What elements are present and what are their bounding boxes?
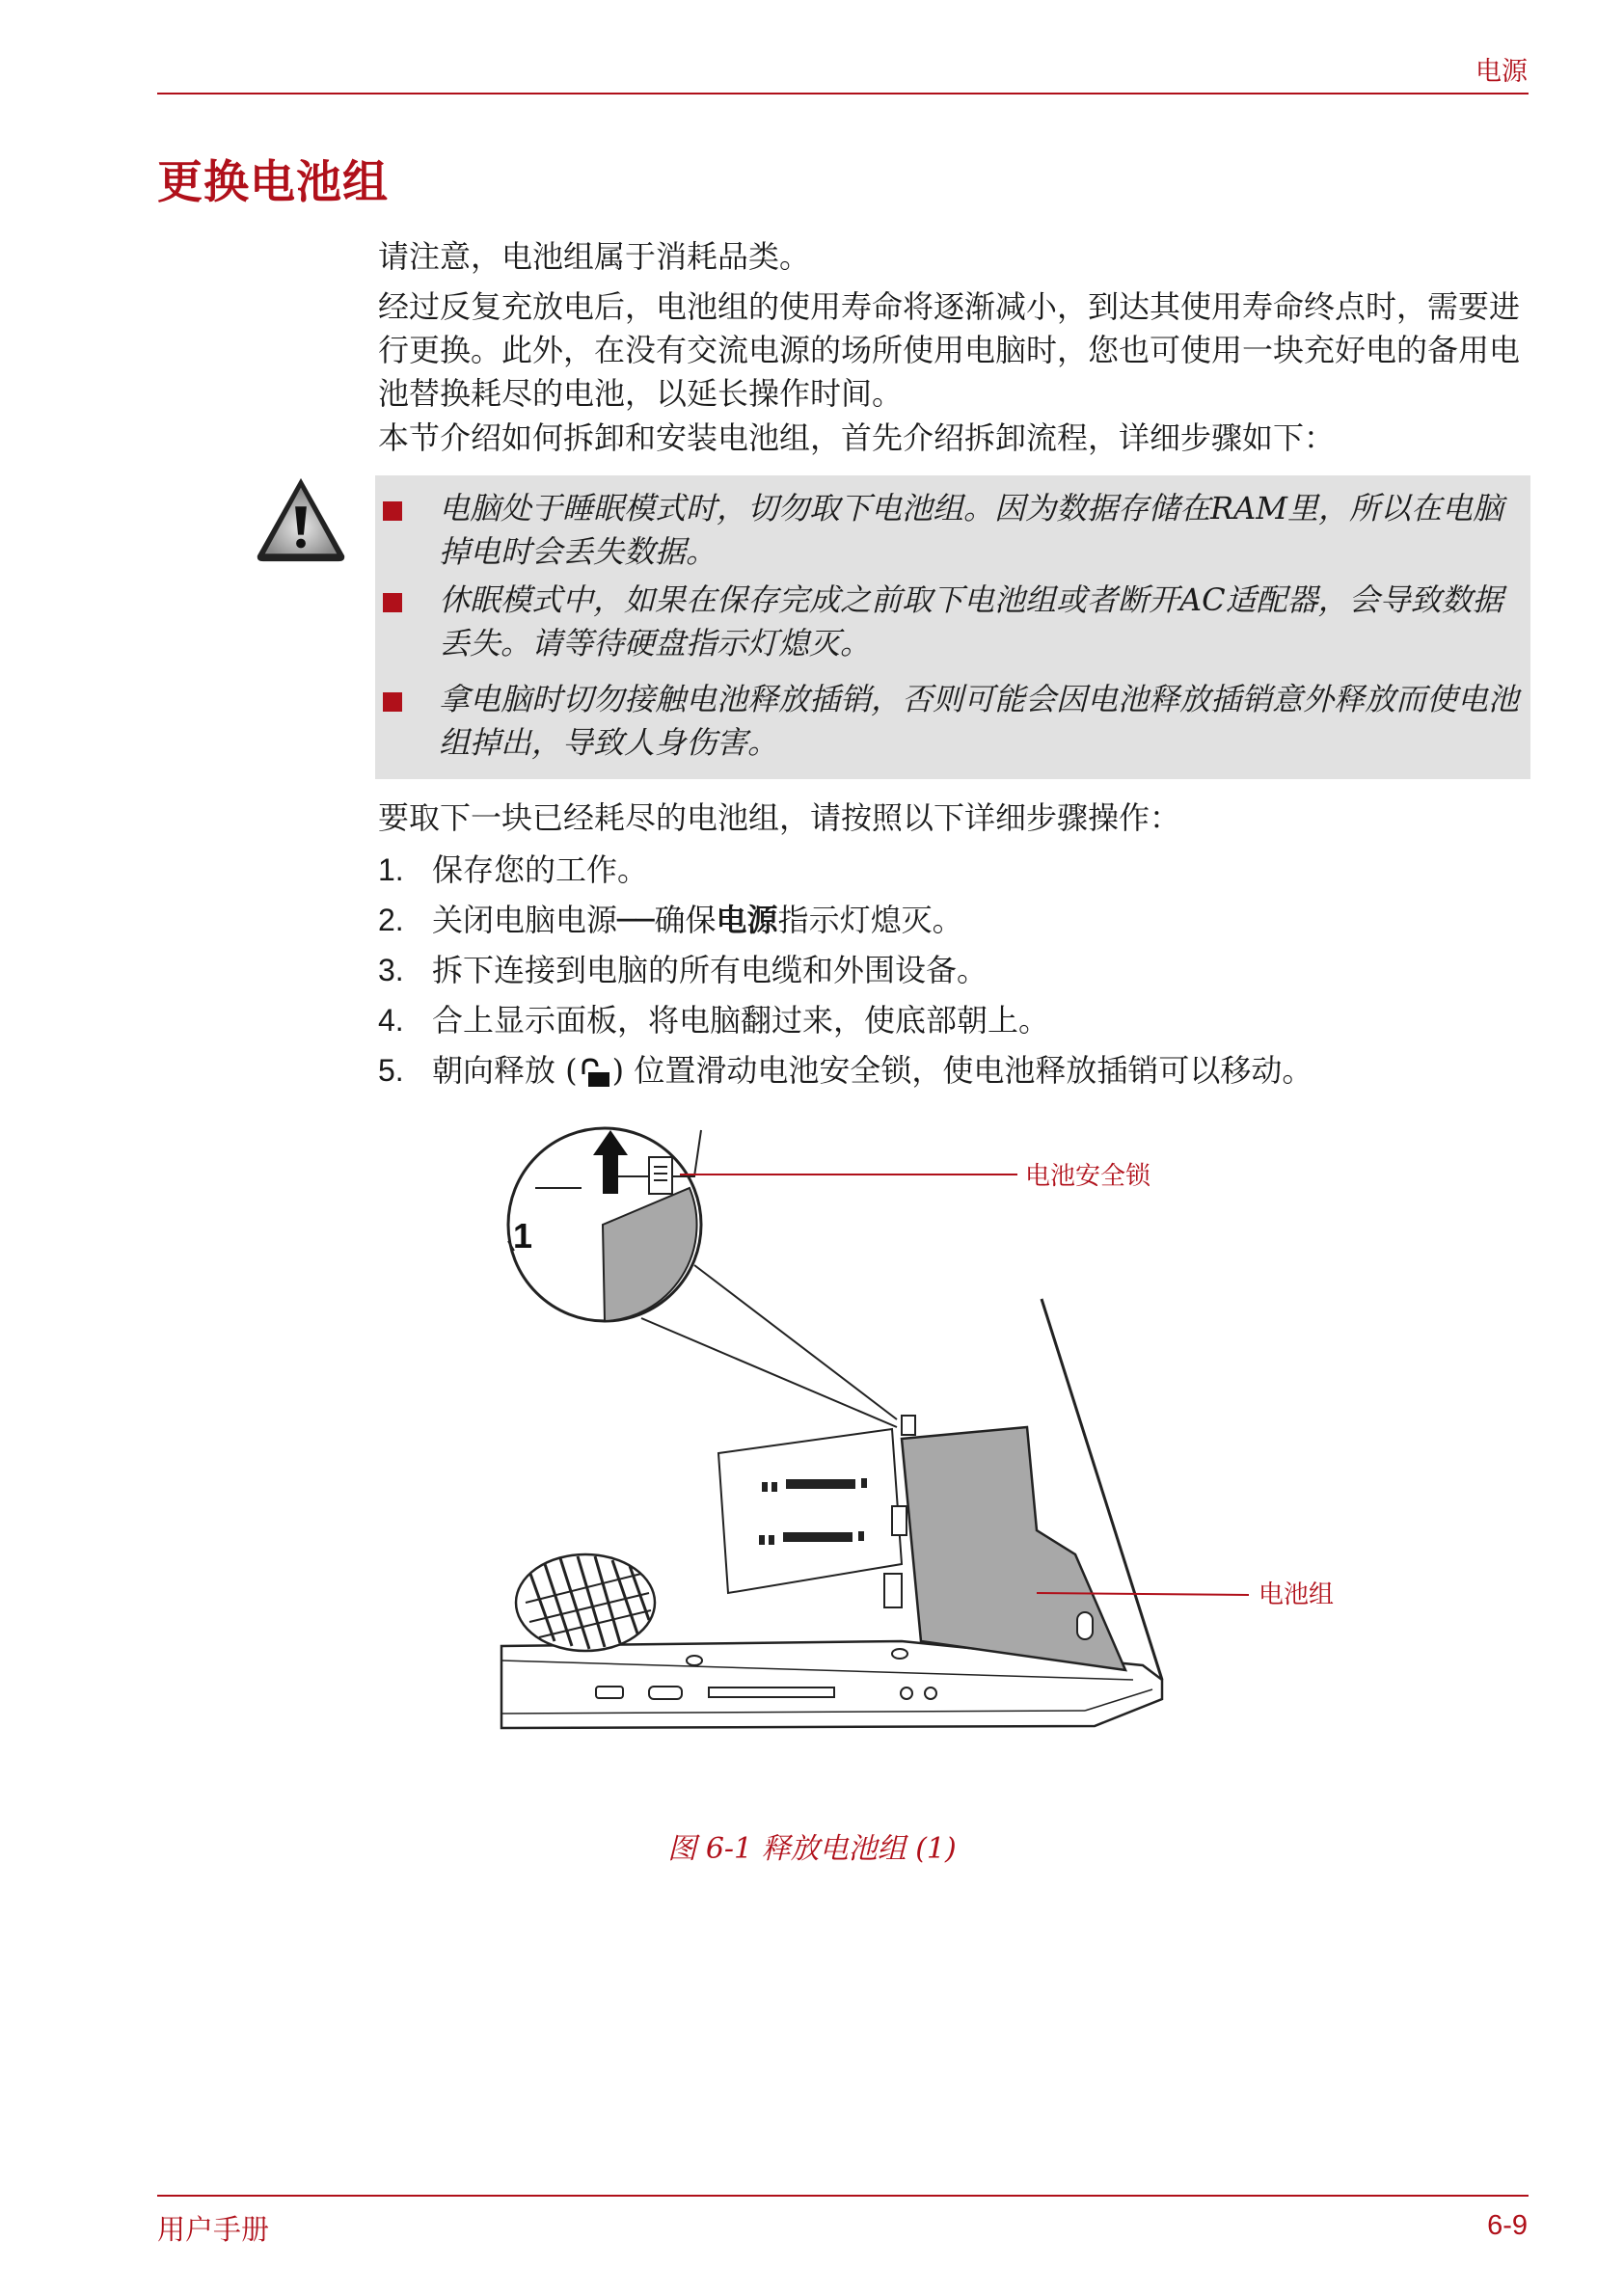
label-battery-pack: 电池组 — [1259, 1580, 1335, 1609]
step-text-pre: 朝向释放 ( — [432, 1052, 578, 1089]
step-text-pre: 关闭电脑电源──确保 — [432, 902, 717, 938]
step-item — [378, 899, 1530, 942]
warning-text: 拿电脑时切勿接触电池释放插销，否则可能会因电池释放插销意外释放而使电池组掉出，导致人身伤害。 — [439, 681, 1520, 761]
step-text-post: ) 位置滑动电池安全锁，使电池释放插销可以移动。 — [611, 1052, 1313, 1089]
callout-number: 1 — [513, 1216, 533, 1256]
step-number: 1. — [378, 852, 404, 887]
step-text-bold: 电源 — [716, 902, 778, 938]
step-item — [378, 999, 1530, 1042]
step-text: 拆下连接到电脑的所有电缆和外围设备。 — [432, 952, 988, 988]
page-title: 更换电池组 — [157, 156, 389, 209]
unlock-icon — [578, 1057, 612, 1090]
figure-caption: 图 6-1 释放电池组 (1) — [667, 1832, 957, 1866]
battery-release-figure — [497, 1120, 1355, 1815]
footer-rule — [157, 2195, 1529, 2197]
footer-page-number: 6-9 — [1487, 2210, 1528, 2241]
bullet-square-icon — [383, 501, 402, 521]
intro-paragraph-2: 经过反复充放电后，电池组的使用寿命将逐渐减小，到达其使用寿命终点时，需要进行更换。此外，在没有交流电源的场所使用电脑时，您也可使用一块充好电的备用电池替换耗尽的电池，以延长操作时间。 — [378, 288, 1521, 412]
warning-text: 电脑处于睡眠模式时，切勿取下电池组。因为数据存储在RAM里，所以在电脑掉电时会丢失数据。 — [439, 490, 1503, 570]
step-number: 3. — [378, 953, 404, 987]
header-rule — [157, 93, 1529, 94]
bullet-square-icon — [383, 692, 402, 712]
step-text-post: 指示灯熄灭。 — [777, 902, 963, 938]
footer-manual-title: 用户手册 — [157, 2213, 270, 2246]
header-section-label: 电源 — [1475, 57, 1528, 87]
step-number: 5. — [378, 1053, 404, 1088]
step-item — [378, 1049, 1530, 1093]
warning-text: 休眠模式中，如果在保存完成之前取下电池组或者断开AC适配器，会导致数据丢失。请等待硬盘指示灯熄灭。 — [439, 581, 1503, 662]
step-text: 合上显示面板，将电脑翻过来，使底部朝上。 — [432, 1002, 1050, 1039]
step-item — [378, 949, 1530, 992]
steps-intro: 要取下一块已经耗尽的电池组，请按照以下详细步骤操作： — [378, 799, 1181, 836]
label-battery-lock: 电池安全锁 — [1025, 1162, 1151, 1191]
intro-paragraph-1: 请注意，电池组属于消耗品类。 — [378, 238, 811, 275]
intro-paragraph-3: 本节介绍如何拆卸和安装电池组，首先介绍拆卸流程，详细步骤如下： — [378, 419, 1336, 456]
step-item — [378, 849, 1530, 892]
warning-triangle-icon — [254, 472, 348, 567]
step-number: 4. — [378, 1003, 404, 1038]
step-number: 2. — [378, 903, 404, 937]
bullet-square-icon — [383, 593, 402, 612]
step-text: 保存您的工作。 — [432, 851, 649, 888]
